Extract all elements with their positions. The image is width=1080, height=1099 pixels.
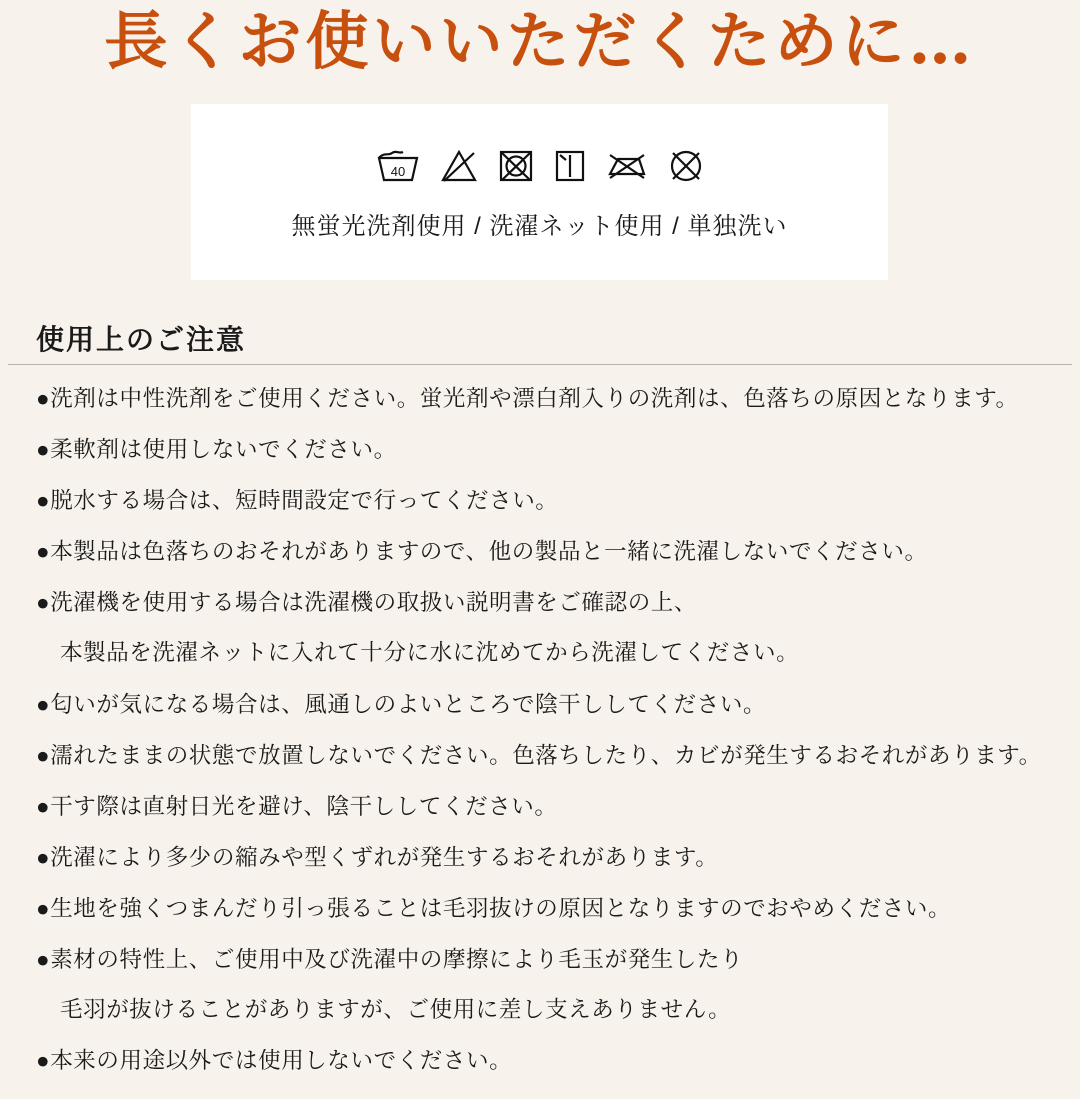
list-item	[36, 386, 1056, 412]
no-dry-clean-icon	[667, 148, 705, 184]
care-symbol-row	[375, 148, 705, 184]
list-item-text: ●洗濯により多少の縮みや型くずれが発生するおそれがあります。	[36, 844, 719, 870]
heading-divider	[8, 364, 1072, 365]
list-item	[36, 590, 1056, 666]
list-item	[36, 947, 1056, 1023]
list-item-continuation: 本製品を洗濯ネットに入れて十分に水に沈めてから洗濯してください。	[60, 640, 800, 666]
list-item-text: ●本来の用途以外では使用しないでください。	[36, 1048, 513, 1074]
wash-40-icon	[375, 148, 421, 184]
list-item-text: ●生地を強くつまんだり引っ張ることは毛羽抜けの原因となりますのでおやめください。	[36, 895, 952, 921]
list-item-text: ●本製品は色落ちのおそれがありますので、他の製品と一緒に洗濯しないでください。	[36, 539, 928, 565]
list-item-text: ●洗濯機を使用する場合は洗濯機の取扱い説明書をご確認の上、	[36, 590, 697, 616]
care-caption: 無蛍光洗剤使用 / 洗濯ネット使用 / 単独洗い	[291, 212, 788, 240]
no-iron-icon	[605, 148, 649, 184]
list-item	[36, 743, 1056, 769]
list-item	[36, 692, 1056, 718]
list-item-text: ●脱水する場合は、短時間設定で行ってください。	[36, 488, 559, 514]
list-item-continuation: 毛羽が抜けることがありますが、ご使用に差し支えありません。	[60, 997, 732, 1023]
list-item	[36, 437, 1056, 463]
care-instructions-panel	[191, 104, 888, 280]
list-item-text: ●干す際は直射日光を避け、陰干ししてください。	[36, 793, 558, 819]
list-item-text: ●匂いが気になる場合は、風通しのよいところで陰干ししてください。	[36, 691, 767, 717]
list-item	[36, 1048, 1056, 1074]
no-bleach-icon	[439, 148, 479, 184]
section-heading-text: 使用上のご注意	[36, 324, 247, 355]
list-item	[36, 896, 1056, 922]
list-item-text: ●素材の特性上、ご使用中及び洗濯中の摩擦により毛玉が発生したり	[36, 947, 744, 973]
list-item-text: ●濡れたままの状態で放置しないでください。色落ちしたり、カビが発生するおそれがあります。	[36, 742, 1042, 768]
no-tumble-dry-icon	[497, 148, 535, 184]
page-title: 長くお使いいただくために…	[104, 4, 976, 78]
list-item	[36, 845, 1056, 871]
section-header	[0, 318, 1080, 366]
svg-text:40: 40	[390, 163, 405, 179]
list-item	[36, 488, 1056, 514]
list-item-text: ●洗剤は中性洗剤をご使用ください。蛍光剤や漂白剤入りの洗剤は、色落ちの原因となります。	[36, 386, 1019, 411]
list-item	[36, 539, 1056, 565]
drip-dry-in-shade-icon	[553, 148, 587, 184]
title-banner	[0, 0, 1080, 92]
precautions-list	[36, 386, 1056, 1099]
list-item	[36, 794, 1056, 820]
list-item-text: ●柔軟剤は使用しないでください。	[36, 437, 397, 463]
